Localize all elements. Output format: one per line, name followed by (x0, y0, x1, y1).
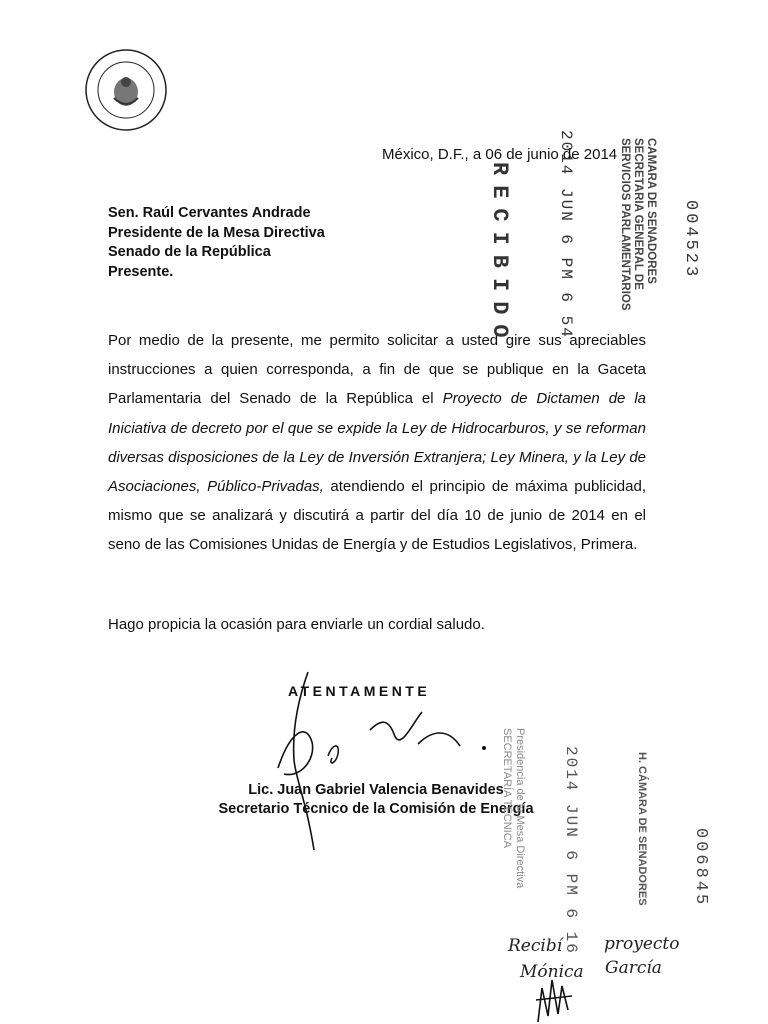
handwritten-note-surname: García (605, 958, 662, 978)
signer-title: Secretario Técnico de la Comisión de Energía (218, 801, 534, 817)
addressee-presente: Presente. (108, 263, 174, 280)
addressee-block (108, 204, 325, 282)
folio-number-1: 004523 (681, 200, 700, 280)
received-stamp-time: 2014 JUN 6 PM 6 54 (557, 130, 575, 339)
presidency-stamp-time: 2014 JUN 6 PM 6 16 (562, 746, 580, 955)
letter-greeting: Hago propicia la ocasión para enviarle un cordial saludo. (108, 616, 485, 633)
handwritten-note-name: Mónica (520, 962, 584, 982)
letter-date: México, D.F., a 06 de junio de 2014 (382, 146, 618, 163)
chamber-stamp-title: CAMARA DE SENADORES SECRETARIA GENERAL DE SERVICIOS PARLAMENTARIOS (619, 138, 657, 311)
addressee-institution: Senado de la República (108, 244, 271, 260)
folio-number-2: 006845 (691, 828, 710, 908)
handwritten-initials (532, 966, 582, 1024)
handwritten-note-proyecto: proyecto (604, 934, 680, 954)
senate-seal-icon (84, 48, 168, 132)
addressee-title: Presidente de la Mesa Directiva (108, 224, 325, 241)
letter-body (108, 326, 646, 560)
chamber-stamp-2: H. CÁMARA DE SENADORES (636, 752, 648, 906)
signer-name: Lic. Juan Gabriel Valencia Benavides (248, 782, 504, 798)
addressee-name: Sen. Raúl Cervantes Andrade (108, 205, 311, 221)
presidency-stamp: Presidencia de la Mesa Directiva SECRETARÍA TÉCNICA (501, 728, 526, 889)
handwritten-note-recibi: Recibí (508, 936, 563, 956)
body-text-italic-title: Proyecto de Dictamen de la Iniciativa de decreto por el que se expide la Ley de Hidrocarburos, y se reforman diversas disposiciones de la Ley de Inversión Extranjera; Ley Minera, y la Ley de Asociaciones, Público-Privadas, (108, 390, 647, 496)
received-stamp-word: RECIBIDO (487, 162, 512, 348)
body-text-end: atendiendo el principio de máxima publicidad, mismo que se analizará y discutirá a partir del día 10 de junio de 2014 en el seno de las Comisiones Unidas de Energía y de Estudios Legislativos, Primera. (108, 478, 646, 554)
closing-atentamente: ATENTAMENTE (288, 683, 431, 699)
body-text-start: Por medio de la presente, me permito solicitar a usted gire sus apreciables instrucciones a quien corresponda, a fin de que se publique en la Gaceta Parlamentaria del Senado de la República el (108, 332, 646, 408)
